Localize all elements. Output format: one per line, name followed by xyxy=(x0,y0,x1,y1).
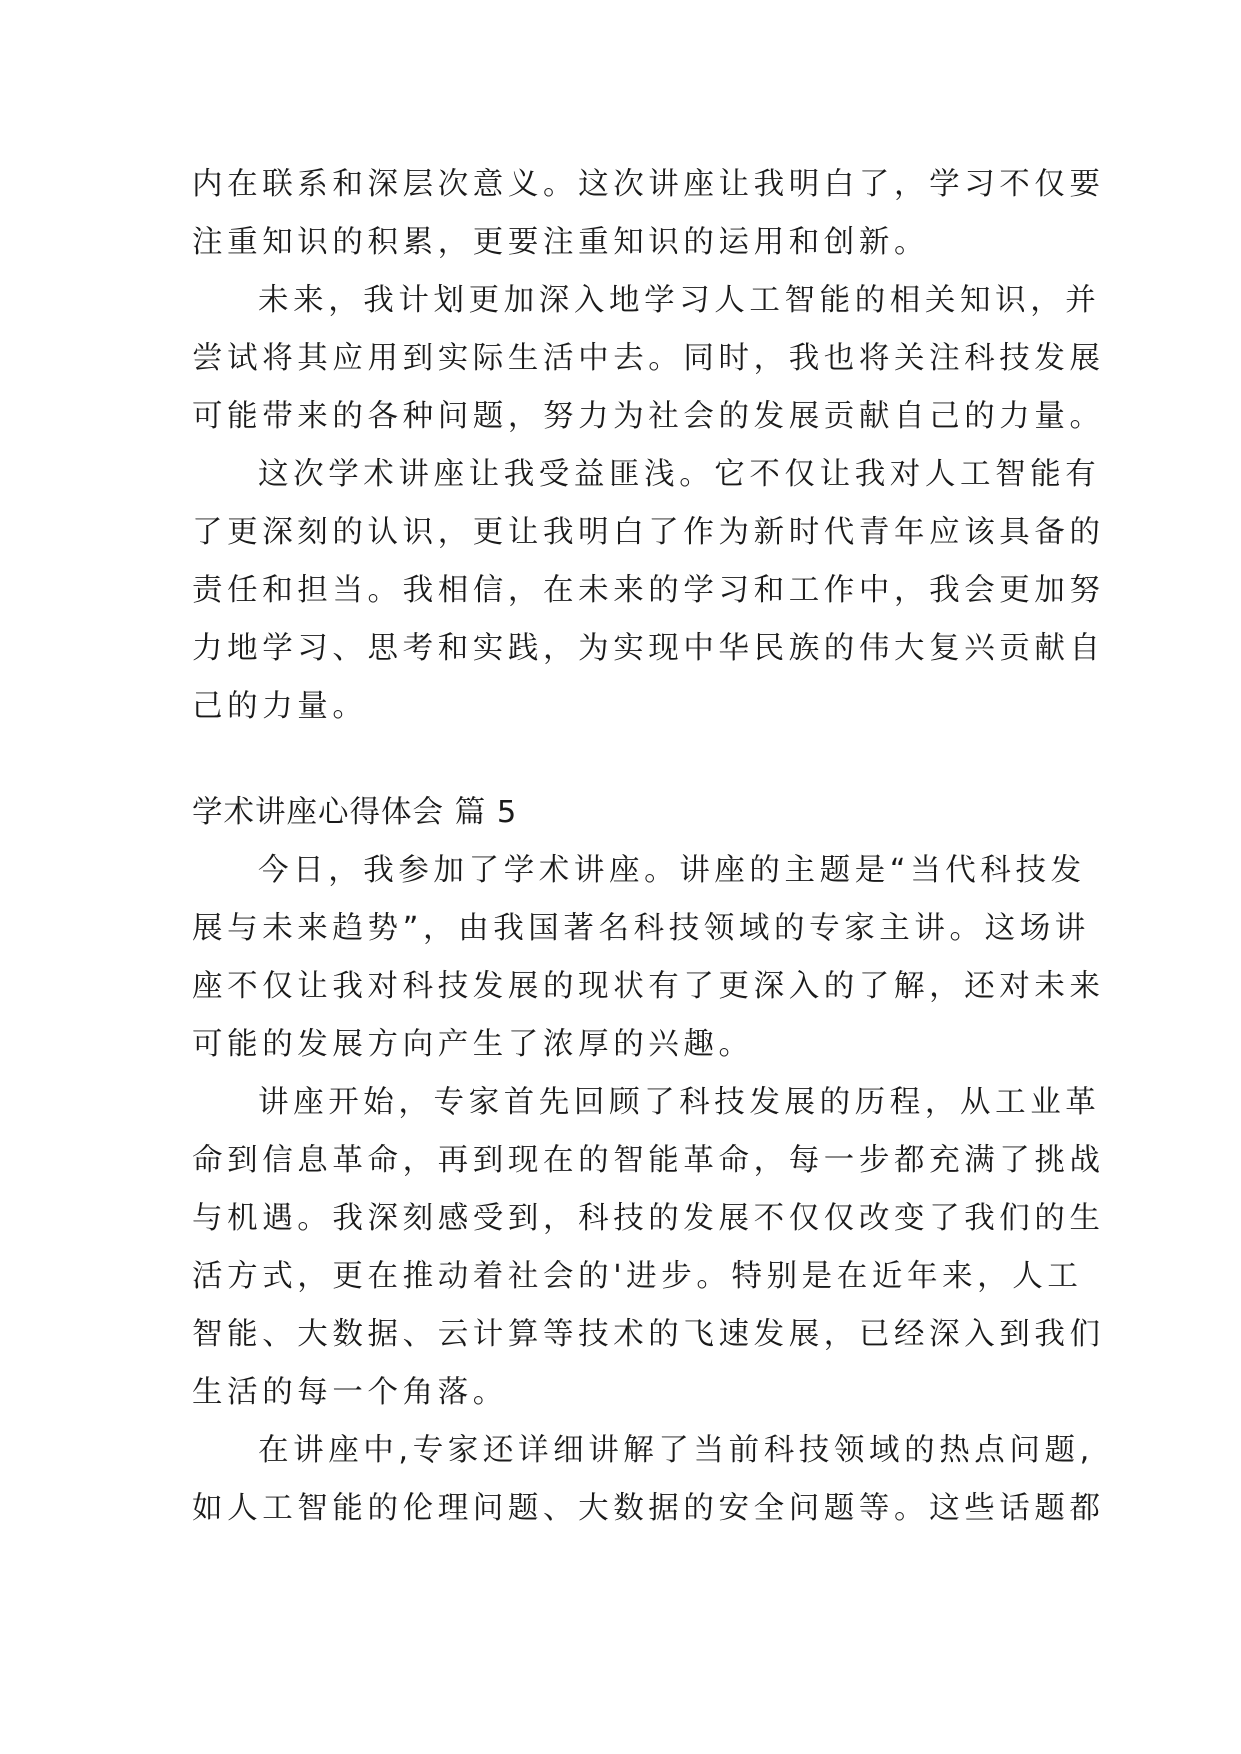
paragraph xyxy=(192,156,1105,272)
text-line: 这次学术讲座让我受益匪浅。它不仅让我对人工智能有 xyxy=(258,457,1101,492)
text-line: 了更深刻的认识，更让我明白了作为新时代青年应该具备的 xyxy=(192,515,1105,550)
section-spacer xyxy=(192,736,1054,784)
paragraph xyxy=(192,1074,1105,1422)
text-line: 尝试将其应用到实际生活中去。同时，我也将关注科技发展 xyxy=(192,341,1105,376)
text-line: 可能带来的各种问题，努力为社会的发展贡献自己的力量。 xyxy=(192,399,1105,434)
text-line: 展与未来趋势”，由我国著名科技领域的专家主讲。这场讲 xyxy=(192,911,1090,946)
text-line: 力地学习、思考和实践，为实现中华民族的伟大复兴贡献自 xyxy=(192,631,1105,666)
text-line: 活方式，更在推动着社会的'进步。特别是在近年来，人工 xyxy=(192,1259,1083,1294)
text-line: 命到信息革命，再到现在的智能革命，每一步都充满了挑战 xyxy=(192,1143,1105,1178)
text-line: 座不仅让我对科技发展的现状有了更深入的了解，还对未来 xyxy=(192,969,1105,1004)
document-body xyxy=(192,156,1105,1538)
text-line: 生活的每一个角落。 xyxy=(192,1375,508,1410)
text-line: 智能、大数据、云计算等技术的飞速发展，已经深入到我们 xyxy=(192,1317,1105,1352)
text-line: 如人工智能的伦理问题、大数据的安全问题等。这些话题都 xyxy=(192,1491,1105,1526)
section-title: 学术讲座心得体会 篇 5 xyxy=(192,795,518,830)
paragraph xyxy=(192,1422,1105,1538)
paragraph xyxy=(192,446,1105,736)
text-line: 内在联系和深层次意义。这次讲座让我明白了，学习不仅要 xyxy=(192,167,1105,202)
text-line: 讲座开始，专家首先回顾了科技发展的历程，从工业革 xyxy=(258,1085,1101,1120)
text-line: 未来，我计划更加深入地学习人工智能的相关知识，并 xyxy=(258,283,1101,318)
text-line: 注重知识的积累，更要注重知识的运用和创新。 xyxy=(192,225,930,260)
text-line: 在讲座中,专家还详细讲解了当前科技领域的热点问题, xyxy=(258,1433,1094,1468)
text-line: 责任和担当。我相信，在未来的学习和工作中，我会更加努 xyxy=(192,573,1105,608)
text-line: 可能的发展方向产生了浓厚的兴趣。 xyxy=(192,1027,754,1062)
paragraph xyxy=(192,842,1105,1074)
text-line: 今日，我参加了学术讲座。讲座的主题是“当代科技发 xyxy=(258,853,1086,888)
paragraph xyxy=(192,272,1105,446)
text-line: 与机遇。我深刻感受到，科技的发展不仅仅改变了我们的生 xyxy=(192,1201,1105,1236)
text-line: 己的力量。 xyxy=(192,689,368,724)
